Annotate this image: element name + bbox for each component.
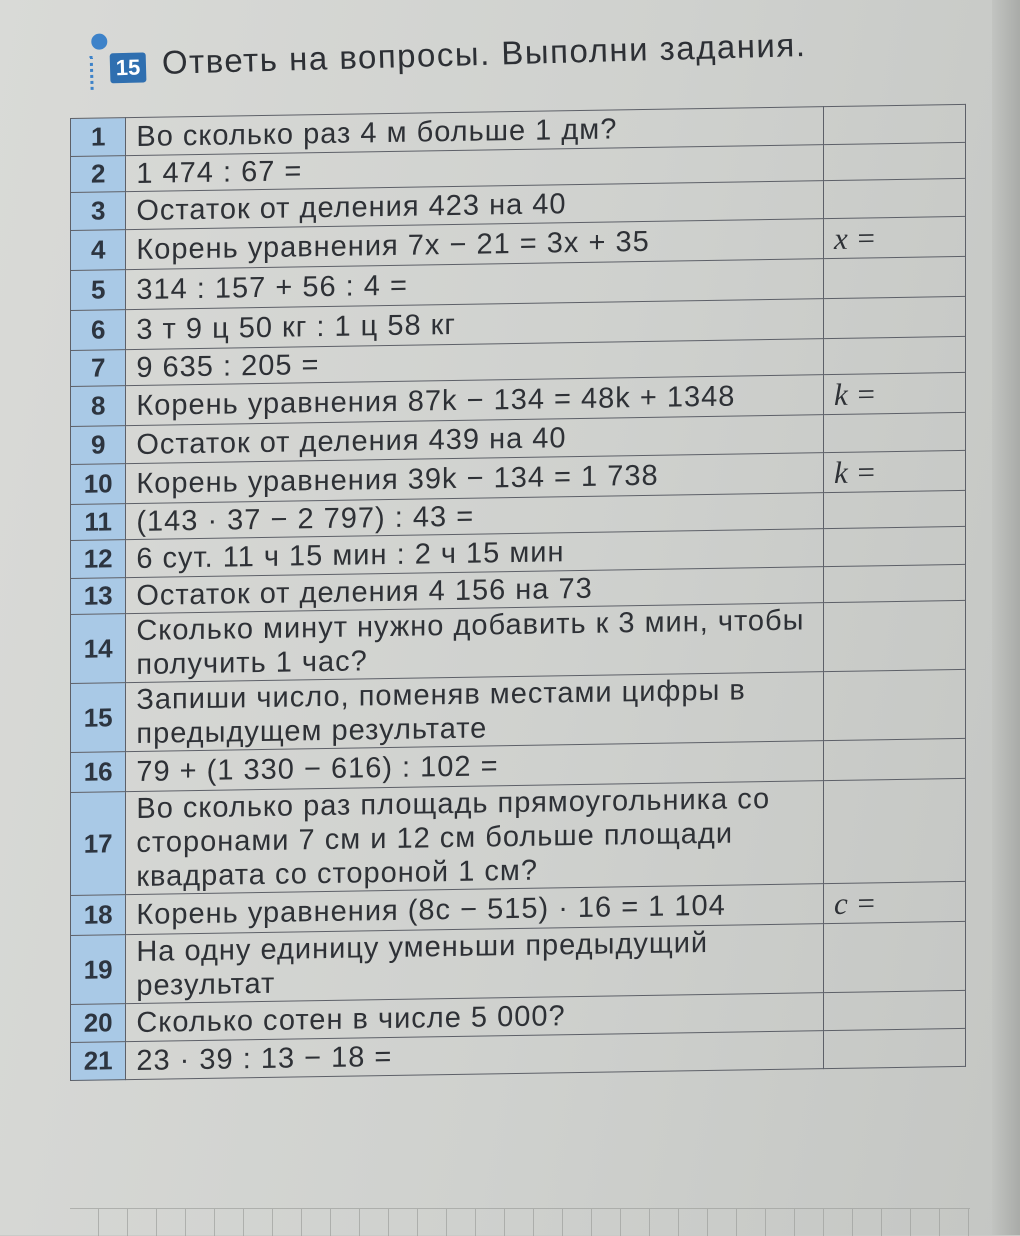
- row-number: 2: [71, 156, 126, 193]
- answer-cell[interactable]: [824, 104, 966, 144]
- row-number: 15: [71, 683, 126, 753]
- task-text: Корень уравнения 39k − 134 = 1 738: [126, 453, 824, 504]
- task-text: 1 474 : 67 =: [126, 145, 824, 192]
- page-edge: [992, 0, 1020, 1235]
- row-number: 17: [71, 792, 126, 896]
- task-text: Остаток от деления 423 на 40: [126, 181, 824, 230]
- exercise-table-wrapper: [70, 104, 966, 1081]
- row-number: 3: [71, 192, 126, 231]
- answer-cell[interactable]: [824, 738, 966, 780]
- task-text: 23 · 39 : 13 − 18 =: [126, 1031, 824, 1080]
- row-number: 21: [71, 1042, 126, 1081]
- row-number: 14: [71, 614, 126, 684]
- task-text: Корень уравнения 87k − 134 = 48k + 1348: [126, 375, 824, 426]
- row-number: 9: [71, 426, 126, 465]
- task-text: 9 635 : 205 =: [126, 339, 824, 386]
- row-number: 7: [71, 350, 126, 387]
- answer-cell[interactable]: [824, 256, 966, 298]
- row-number: 13: [71, 578, 126, 615]
- answer-cell[interactable]: k =: [824, 372, 966, 414]
- task-header: [87, 10, 889, 102]
- task-text: 79 + (1 330 − 616) : 102 =: [126, 741, 824, 792]
- answer-cell[interactable]: [824, 778, 966, 883]
- page-bottom-ruler: [70, 1208, 970, 1236]
- task-text: Корень уравнения 7x − 21 = 3x + 35: [126, 219, 824, 270]
- task-text: Во сколько раз площадь прямоугольника со сторонами 7 см и 12 см больше площади квадрата со стороной 1 см?: [126, 781, 824, 895]
- task-number-badge: 15: [110, 52, 147, 83]
- task-text: Запиши число, поменяв местами цифры в предыдущем результате: [126, 672, 824, 752]
- task-title: Ответь на вопросы. Выполни задания.: [161, 25, 807, 81]
- row-number: 11: [71, 504, 126, 541]
- answer-cell[interactable]: [824, 600, 966, 671]
- task-text: Сколько минут нужно добавить к 3 мин, чтобы получить 1 час?: [126, 603, 824, 683]
- row-number: 19: [71, 935, 126, 1005]
- row-number: 1: [71, 118, 126, 157]
- task-text: Остаток от деления 4 156 на 73: [126, 567, 824, 614]
- row-number: 10: [71, 464, 126, 505]
- task-text: 6 сут. 11 ч 15 мин : 2 ч 15 мин: [126, 529, 824, 578]
- row-number: 16: [71, 752, 126, 793]
- answer-cell[interactable]: x =: [824, 216, 966, 258]
- task-text: 314 : 157 + 56 : 4 =: [126, 259, 824, 310]
- task-text: Остаток от деления 439 на 40: [126, 415, 824, 464]
- answer-cell[interactable]: [824, 336, 966, 374]
- answer-cell[interactable]: [824, 526, 966, 566]
- task-text: (143 · 37 − 2 797) : 43 =: [126, 493, 824, 540]
- row-number: 5: [71, 270, 126, 311]
- answer-cell[interactable]: [824, 669, 966, 740]
- answer-cell[interactable]: [824, 564, 966, 602]
- answer-cell[interactable]: [824, 921, 966, 992]
- row-number: 18: [71, 895, 126, 936]
- answer-cell[interactable]: [824, 412, 966, 452]
- table-row: [71, 778, 966, 895]
- answer-cell[interactable]: [824, 178, 966, 218]
- answer-cell[interactable]: [824, 142, 966, 180]
- answer-cell[interactable]: c =: [824, 881, 966, 923]
- task-text: Корень уравнения (8c − 515) · 16 = 1 104: [126, 884, 824, 935]
- row-number: 20: [71, 1004, 126, 1043]
- row-number: 8: [71, 386, 126, 427]
- answer-cell[interactable]: [824, 296, 966, 338]
- answer-cell[interactable]: k =: [824, 450, 966, 492]
- answer-cell[interactable]: [824, 990, 966, 1030]
- task-text: Сколько сотен в числе 5 000?: [126, 993, 824, 1042]
- row-number: 12: [71, 540, 126, 579]
- task-text: 3 т 9 ц 50 кг : 1 ц 58 кг: [126, 299, 824, 350]
- exercise-table: [70, 104, 966, 1081]
- row-number: 4: [71, 230, 126, 271]
- row-number: 6: [71, 310, 126, 351]
- answer-cell[interactable]: [824, 490, 966, 528]
- task-text: Во сколько раз 4 м больше 1 дм?: [126, 107, 824, 156]
- task-text: На одну единицу уменьши предыдущий результат: [126, 924, 824, 1004]
- answer-cell[interactable]: [824, 1028, 966, 1068]
